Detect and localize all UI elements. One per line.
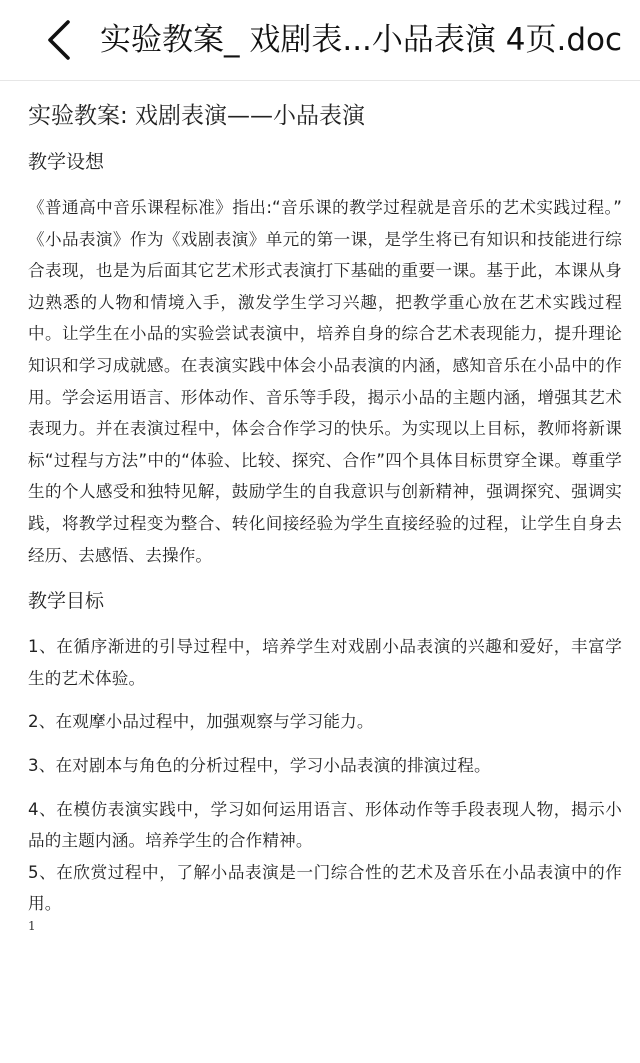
design-paragraph: 《普通高中音乐课程标准》指出:“音乐课的教学过程就是音乐的艺术实践过程。” 《小品表演》作为《戏剧表演》单元的第一课，是学生将已有知识和技能进行综合表现，也是为后面其它艺术形式表演打下基础的重要一课。基于此，本课从身边熟悉的人物和情境入手，激发学生学习兴趣，把教学重心放在艺术实践过程中。让学生在小品的实验尝试表演中，培养自身的综合艺术表现能力，提升理论知识和学习成就感。在表演实践中体会小品表演的内涵，感知音乐在小品中的作用。学会运用语言、形体动作、音乐等手段，揭示小品的主题内涵，增强其艺术表现力。并在表演过程中，体会合作学习的快乐。为实现以上目标，教师将新课标“过程与方法”中的“体验、比较、探究、合作”四个具体目标贯穿全课。尊重学生的个人感受和独特见解，鼓励学生的自我意识与创新精神，强调探究、强调实践，将教学过程变为整合、转化间接经验为学生直接经验的过程，让学生自身去经历、去感悟、去操作。 — [28, 198, 622, 565]
goal-item-3: 3、在对剧本与角色的分析过程中，学习小品表演的排演过程。 — [28, 755, 491, 775]
back-button[interactable] — [38, 14, 86, 66]
section-heading-design: 教学设想 — [28, 151, 105, 173]
goal-item-2: 2、在观摩小品过程中，加强观察与学习能力。 — [28, 712, 374, 732]
goal-item-4: 4、在模仿表演实践中，学习如何运用语言、形体动作等手段表现人物，揭示小品的主题内涵。培养学生的合作精神。 — [28, 799, 622, 851]
document-title: 实验教案_ 戏剧表...小品表演 4页.doc — [100, 22, 623, 58]
top-bar — [0, 0, 640, 81]
section-heading-goals: 教学目标 — [28, 590, 105, 613]
page-title: 实验教案: 戏剧表演——小品表演 — [28, 103, 366, 129]
document-content — [28, 96, 622, 920]
chevron-left-icon — [38, 14, 86, 66]
page-number: 1 — [28, 919, 36, 933]
goal-item-5: 5、在欣赏过程中，了解小品表演是一门综合性的艺术及音乐在小品表演中的作用。 — [28, 862, 622, 914]
goal-item-1: 1、在循序渐进的引导过程中，培养学生对戏剧小品表演的兴趣和爱好，丰富学生的艺术体验。 — [28, 637, 622, 688]
